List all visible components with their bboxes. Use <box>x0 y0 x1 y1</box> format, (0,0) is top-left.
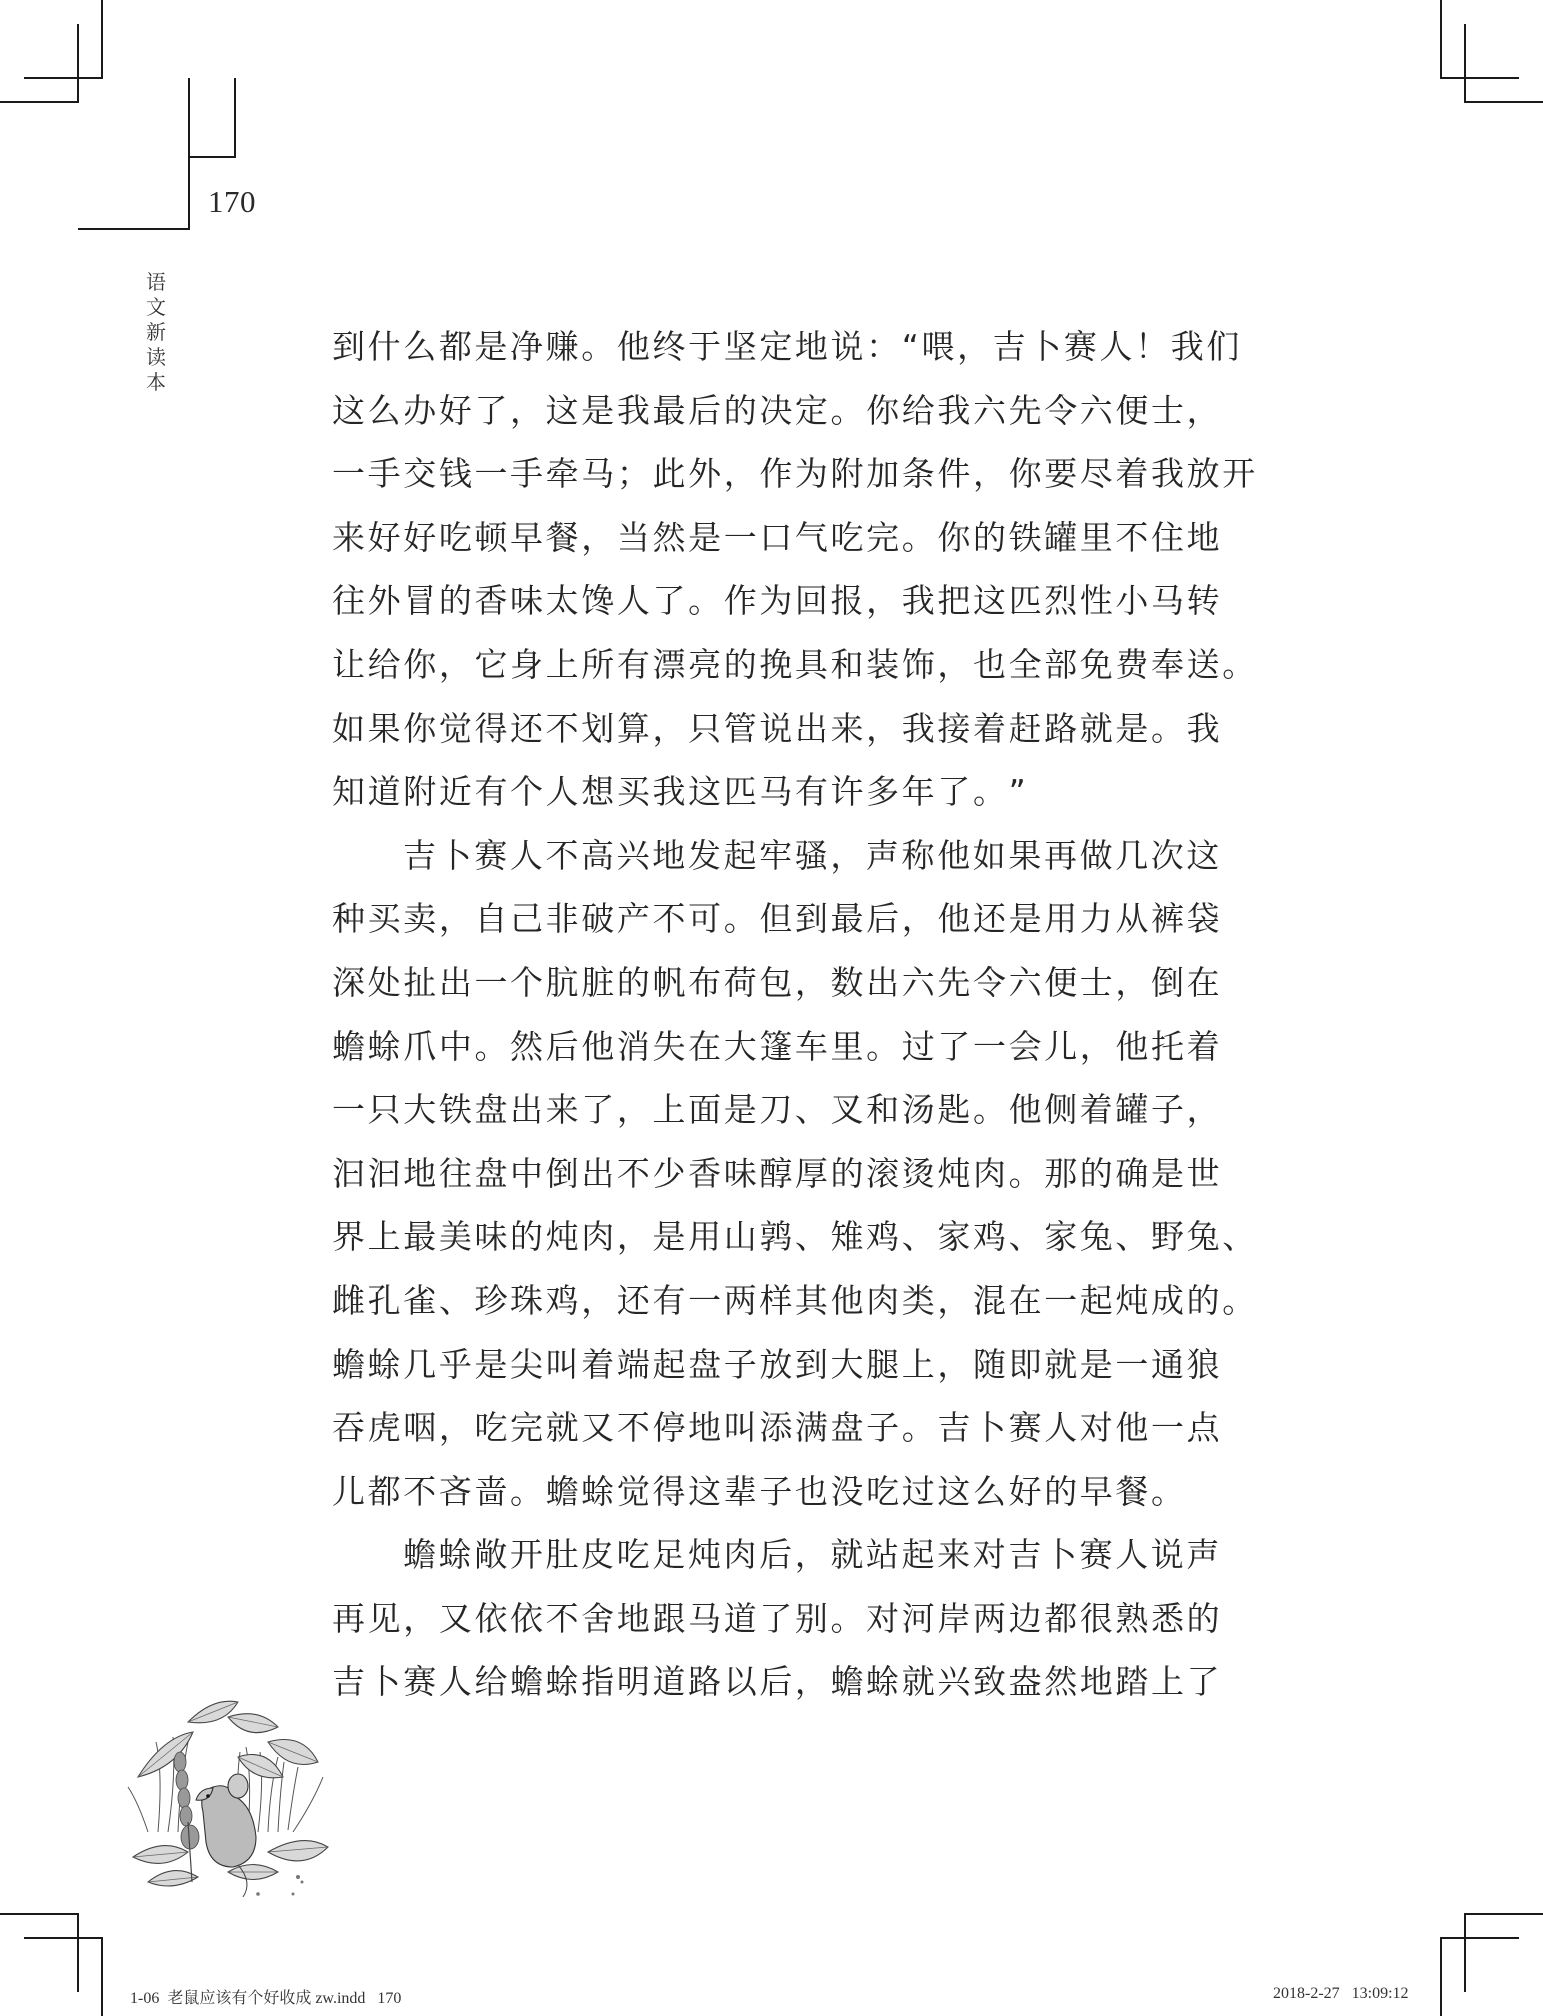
running-head-char: 文 <box>146 295 166 319</box>
text-line: 吞 虎 咽 ， 吃 完 就 又 不 停 地 叫 添 满 盘 子 。 吉 卜 赛 人 对 他 一 点 <box>332 1408 1223 1448</box>
body-text <box>332 322 1258 1721</box>
running-head-char: 本 <box>146 370 166 394</box>
text-line: 往 外 冒 的 香 味 太 馋 人 了 。 作 为 回 报 ， 我 把 这 匹 烈 性 小 马 转 <box>332 581 1223 621</box>
text-line: 到 什 么 都 是 净 赚 。 他 终 于 坚 定 地 说 ： “ 喂 ， 吉 卜 赛 人 ！ 我 们 <box>332 327 1242 366</box>
text-line: 来 好 好 吃 顿 早 餐 ， 当 然 是 一 口 气 吃 完 。 你 的 铁 罐 里 不 住 地 <box>332 517 1223 557</box>
text-line: 种 买 卖 ， 自 己 非 破 产 不 可 。 但 到 最 后 ， 他 还 是 用 力 从 裤 袋 <box>332 899 1223 939</box>
footer-file-label: 1-06 老鼠应该有个好收成 zw.indd 170 <box>130 1990 402 2007</box>
running-head-char: 读 <box>146 345 166 369</box>
page-number: 170 <box>208 184 256 219</box>
mouse-illustration-icon <box>118 1682 343 1902</box>
text-line: 儿 都 不 吝 啬 。 蟾 蜍 觉 得 这 辈 子 也 没 吃 过 这 么 好 的 早 餐 。 <box>332 1471 1187 1511</box>
text-line: 蟾 蜍 爪 中 。 然 后 他 消 失 在 大 篷 车 里 。 过 了 一 会 儿 ， 他 托 着 <box>332 1026 1223 1066</box>
text-line: 吉 卜 赛 人 不 高 兴 地 发 起 牢 骚 ， 声 称 他 如 果 再 做 几 次 这 <box>403 835 1223 875</box>
text-line: 蟾 蜍 敞 开 肚 皮 吃 足 炖 肉 后 ， 就 站 起 来 对 吉 卜 赛 人 说 声 <box>403 1535 1223 1575</box>
text-line: 雌 孔 雀 、 珍 珠 鸡 ， 还 有 一 两 样 其 他 肉 类 ， 混 在 一 起 炖 成 的 。 <box>332 1280 1258 1320</box>
text-line: 这 么 办 好 了 ， 这 是 我 最 后 的 决 定 。 你 给 我 六 先 令 六 便 士 ， <box>332 390 1223 430</box>
text-line: 让 给 你 ， 它 身 上 所 有 漂 亮 的 挽 具 和 装 饰 ， 也 全 部 免 费 奉 送 。 <box>332 644 1258 684</box>
text-line: 蟾 蜍 几 乎 是 尖 叫 着 端 起 盘 子 放 到 大 腿 上 ， 随 即 就 是 一 通 狼 <box>332 1344 1223 1384</box>
footer-timestamp: 2018-2-27 13:09:12 <box>1273 1985 1409 2002</box>
text-line: 一 手 交 钱 一 手 牵 马 ； 此 外 ， 作 为 附 加 条 件 ， 你 要 尽 着 我 放 开 <box>332 454 1258 494</box>
text-line: 一 只 大 铁 盘 出 来 了 ， 上 面 是 刀 、 叉 和 汤 匙 。 他 侧 着 罐 子 ， <box>332 1090 1223 1130</box>
running-head-char: 新 <box>146 320 166 344</box>
text-line: 汩 汩 地 往 盘 中 倒 出 不 少 香 味 醇 厚 的 滚 烫 炖 肉 。 那 的 确 是 世 <box>332 1153 1223 1193</box>
text-line: 再 见 ， 又 依 依 不 舍 地 跟 马 道 了 别 。 对 河 岸 两 边 都 很 熟 悉 的 <box>332 1598 1223 1638</box>
text-line: 深 处 扯 出 一 个 肮 脏 的 帆 布 荷 包 ， 数 出 六 先 令 六 便 士 ， 倒 在 <box>332 962 1223 1002</box>
text-line: 知 道 附 近 有 个 人 想 买 我 这 匹 马 有 许 多 年 了 。 ” <box>332 772 1029 812</box>
text-line: 界 上 最 美 味 的 炖 肉 ， 是 用 山 鹑 、 雉 鸡 、 家 鸡 、 家 兔 、 野 兔 、 <box>332 1217 1258 1257</box>
running-head <box>144 270 168 395</box>
text-line: 如 果 你 觉 得 还 不 划 算 ， 只 管 说 出 来 ， 我 接 着 赶 路 就 是 。 我 <box>332 708 1223 748</box>
text-line: 吉 卜 赛 人 给 蟾 蜍 指 明 道 路 以 后 ， 蟾 蜍 就 兴 致 盎 然 地 踏 上 了 <box>332 1662 1223 1702</box>
running-head-char: 语 <box>146 270 166 294</box>
